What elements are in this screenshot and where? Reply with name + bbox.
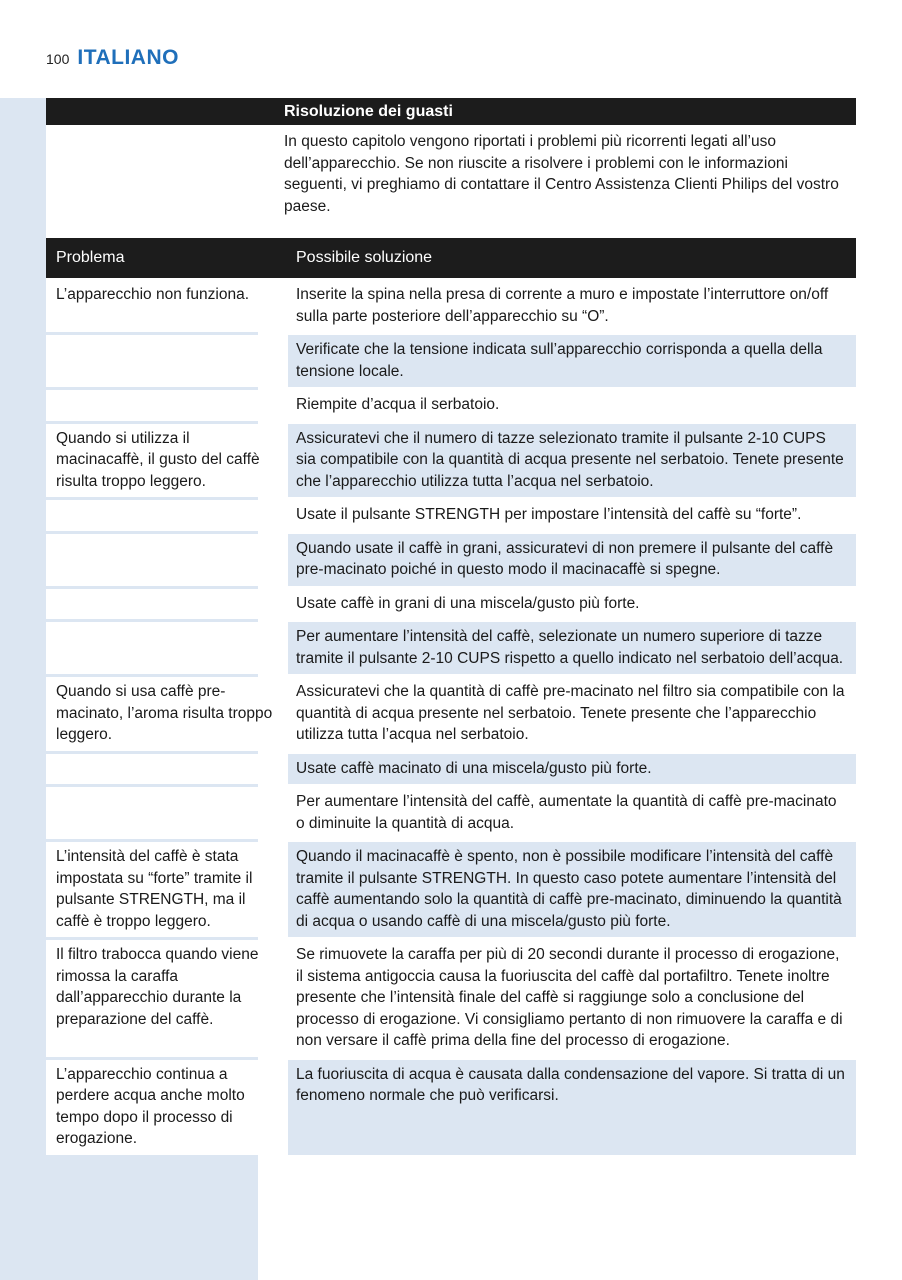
table-row	[46, 589, 856, 620]
solution-cell: La fuoriuscita di acqua è causata dalla condensazione del vapore. Si tratta di un fenomeno normale che può verificarsi.	[288, 1060, 856, 1155]
problem-cell	[46, 500, 288, 531]
solution-cell: Assicuratevi che il numero di tazze selezionato tramite il pulsante 2-10 CUPS sia compatibile con la quantità di acqua presente nel serbatoio. Tenete presente che l’apparecchio utilizza tutta l’acqua nel serbatoio.	[288, 424, 856, 498]
problem-cell	[46, 754, 288, 785]
problem-cell: Il filtro trabocca quando viene rimossa la caraffa dall’apparecchio durante la preparazione del caffè.	[46, 940, 288, 1057]
solution-cell: Per aumentare l’intensità del caffè, aumentate la quantità di caffè pre-macinato o diminuite la quantità di acqua.	[296, 793, 837, 832]
solution-cell: Usate caffè in grani di una miscela/gusto più forte.	[296, 594, 640, 612]
solution-cell: Riempite d’acqua il serbatoio.	[296, 396, 500, 413]
table-row	[46, 500, 856, 531]
solution-cell: Assicuratevi che la quantità di caffè pre-macinato nel filtro sia compatibile con la quantità di acqua presente nel serbatoio. Tenete presente che l’apparecchio utilizza tutta l’acqua nel serbatoio.	[296, 683, 845, 743]
watermark-logo: Baidu经验	[640, 1167, 813, 1208]
troubleshooting-table	[46, 238, 856, 1155]
solution-cell: Quando il macinacaffè è spento, non è possibile modificare l’intensità del caffè tramite il pulsante STRENGTH. In questo caso potete aumentare l’intensità del caffè aumentando solo la quantità di caffè pre-macinato, diminuendo la quantità di acqua o usando caffè di una miscela/gusto più forte.	[288, 842, 856, 937]
table-row	[46, 677, 856, 751]
problem-cell: L’apparecchio non funziona.	[46, 278, 288, 332]
problem-cell	[46, 787, 288, 839]
solution-cell: Inserite la spina nella presa di corrente a muro e impostate l’interruttore on/off sulla parte posteriore dell’apparecchio su “O”.	[296, 286, 829, 325]
table-row	[46, 787, 856, 839]
solution-cell: Usate caffè macinato di una miscela/gusto più forte.	[288, 754, 856, 785]
intro-left-blank	[46, 125, 258, 238]
header-problem: Problema	[56, 249, 125, 266]
table-row	[46, 278, 856, 332]
solution-cell: Verificate che la tensione indicata sull’apparecchio corrisponda a quella della tensione locale.	[288, 335, 856, 387]
problem-cell: L’intensità del caffè è stata impostata su “forte” tramite il pulsante STRENGTH, ma il caffè è troppo leggero.	[46, 842, 288, 937]
header-solution: Possibile soluzione	[296, 249, 433, 266]
problem-cell: L’apparecchio continua a perdere acqua anche molto tempo dopo il processo di erogazione.	[46, 1060, 288, 1155]
table-row	[46, 940, 856, 1057]
problem-cell	[46, 390, 288, 421]
table-row	[46, 390, 856, 421]
section-intro: In questo capitolo vengono riportati i problemi più ricorrenti legati all’uso dell’apparecchio. Se non riuscite a risolvere i problemi con le informazioni seguenti, vi preghiamo di contattare il Centro Assistenza Clienti Philips del vostro paese.	[284, 133, 839, 215]
problem-cell	[46, 335, 288, 387]
section-title: Risoluzione dei guasti	[284, 103, 453, 120]
problem-cell	[46, 534, 288, 586]
table-row	[46, 335, 856, 387]
table-header	[46, 238, 856, 278]
problem-cell	[46, 589, 288, 620]
page-number: 100	[46, 51, 70, 67]
table-row	[46, 842, 856, 937]
table-row	[46, 754, 856, 785]
table-row	[46, 534, 856, 586]
solution-cell: Per aumentare l’intensità del caffè, selezionate un numero superiore di tazze tramite il pulsante 2-10 CUPS rispetto a quello indicato nel serbatoio dell’acqua.	[288, 622, 856, 674]
language-heading: ITALIANO	[77, 46, 179, 69]
problem-cell: Quando si usa caffè pre-macinato, l’aroma risulta troppo leggero.	[46, 677, 288, 751]
table-row	[46, 1060, 856, 1155]
problem-cell: Quando si utilizza il macinacaffè, il gusto del caffè risulta troppo leggero.	[46, 424, 288, 498]
table-row	[46, 622, 856, 674]
solution-cell: Se rimuovete la caraffa per più di 20 secondi durante il processo di erogazione, il sistema antigoccia causa la fuoriuscita del caffè dal portafiltro. Tenete inoltre presente che l’intensità finale del caffè si raggiunge solo a conclusione del processo di erogazione. Vi consigliamo pertanto di non rimuovere la caraffa e di non versare il caffè prima della fine del processo di erogazione.	[296, 946, 843, 1049]
solution-cell: Quando usate il caffè in grani, assicuratevi di non premere il pulsante del caffè pre-macinato poiché in questo modo il macinacaffè si spegne.	[288, 534, 856, 586]
page-header	[46, 46, 179, 72]
watermark-url: jingyan.baidu.com	[645, 1212, 807, 1234]
solution-cell: Usate il pulsante STRENGTH per impostare l’intensità del caffè su “forte”.	[296, 506, 802, 523]
table-row	[46, 424, 856, 498]
problem-cell	[46, 622, 288, 674]
